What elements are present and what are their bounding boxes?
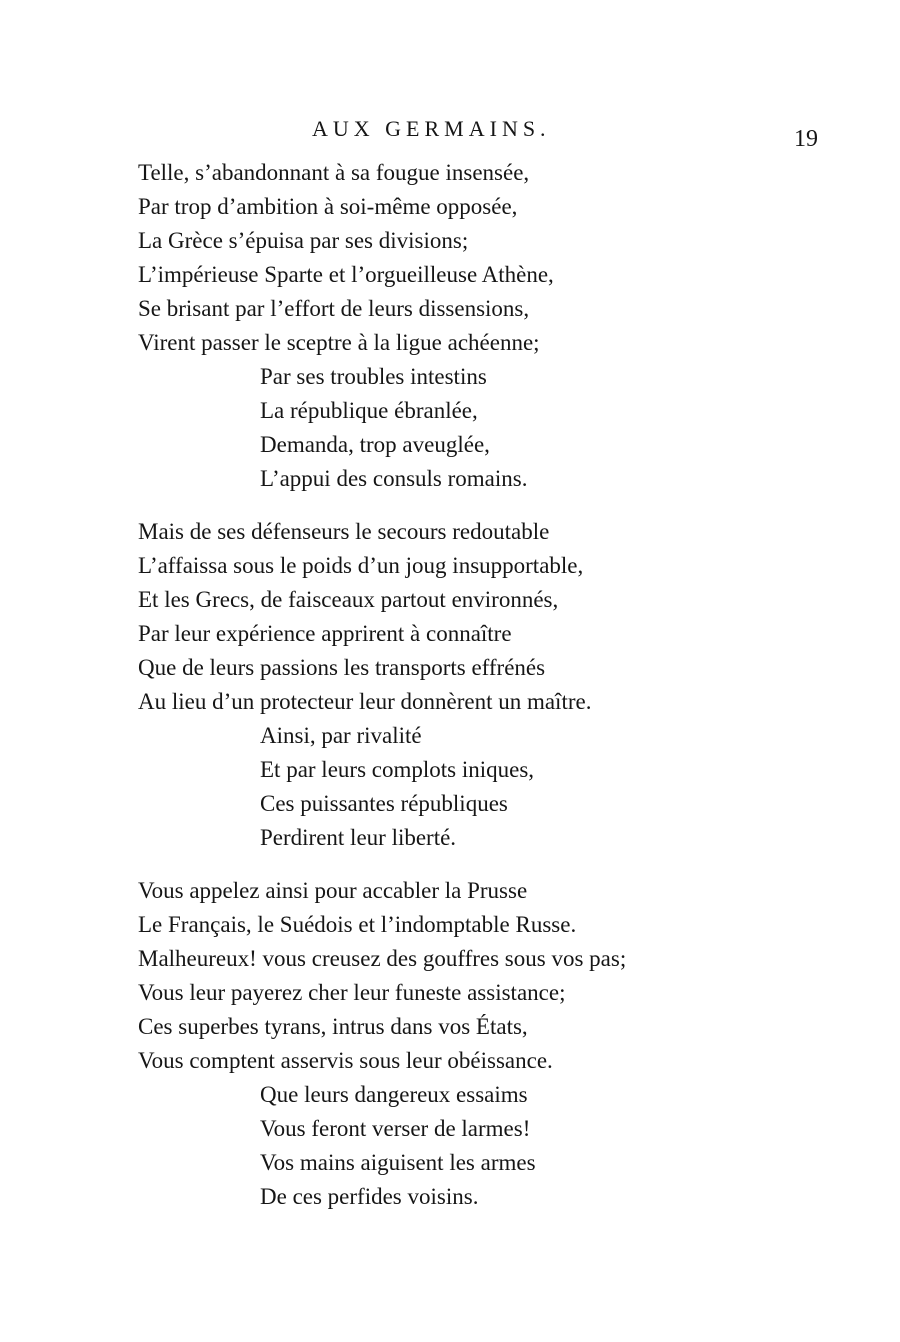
stanza-3 xyxy=(138,874,858,1214)
verse-line: La Grèce s’épuisa par ses divisions; xyxy=(138,228,469,253)
verse-line-indented: L’appui des consuls romains. xyxy=(260,466,528,491)
verse-line-indented: Vous feront verser de larmes! xyxy=(260,1116,531,1141)
poem-body xyxy=(138,156,858,1214)
verse-line: Par trop d’ambition à soi-même opposée, xyxy=(138,194,518,219)
verse-line: Vous appelez ainsi pour accabler la Prusse xyxy=(138,878,528,903)
verse-line-indented: Demanda, trop aveuglée, xyxy=(260,432,490,457)
verse-line: Telle, s’abandonnant à sa fougue insensée, xyxy=(138,160,530,185)
verse-line: Mais de ses défenseurs le secours redoutable xyxy=(138,519,550,544)
verse-line: Le Français, le Suédois et l’indomptable Russe. xyxy=(138,912,577,937)
verse-line-indented: Ces puissantes républiques xyxy=(260,791,508,816)
verse-line-indented: Et par leurs complots iniques, xyxy=(260,757,535,782)
verse-line: Virent passer le sceptre à la ligue achéenne; xyxy=(138,330,540,355)
verse-line: Au lieu d’un protecteur leur donnèrent un maître. xyxy=(138,689,592,714)
verse-line-indented: Que leurs dangereux essaims xyxy=(260,1082,528,1107)
verse-line: L’impérieuse Sparte et l’orgueilleuse Athène, xyxy=(138,262,554,287)
verse-line-indented: Vos mains aiguisent les armes xyxy=(260,1150,536,1175)
verse-line-indented: De ces perfides voisins. xyxy=(260,1184,479,1209)
verse-line: Se brisant par l’effort de leurs dissensions, xyxy=(138,296,530,321)
page-header xyxy=(0,112,900,152)
verse-line-indented: Ainsi, par rivalité xyxy=(260,723,422,748)
verse-line-indented: Perdirent leur liberté. xyxy=(260,825,457,850)
verse-line-indented: Par ses troubles intestins xyxy=(260,364,487,389)
verse-line: Ces superbes tyrans, intrus dans vos États, xyxy=(138,1014,528,1039)
verse-line: Que de leurs passions les transports effrénés xyxy=(138,655,546,680)
verse-line-indented: La république ébranlée, xyxy=(260,398,478,423)
verse-line: L’affaissa sous le poids d’un joug insupportable, xyxy=(138,553,584,578)
verse-line: Et les Grecs, de faisceaux partout environnés, xyxy=(138,587,559,612)
stanza-2 xyxy=(138,515,858,855)
verse-line: Vous comptent asservis sous leur obéissance. xyxy=(138,1048,553,1073)
page-number: 19 xyxy=(794,126,818,152)
stanza-1 xyxy=(138,156,858,496)
verse-line: Malheureux! vous creusez des gouffres sous vos pas; xyxy=(138,946,627,971)
verse-line: Vous leur payerez cher leur funeste assistance; xyxy=(138,980,566,1005)
verse-line: Par leur expérience apprirent à connaître xyxy=(138,621,512,646)
running-title: AUX GERMAINS. xyxy=(312,116,551,141)
